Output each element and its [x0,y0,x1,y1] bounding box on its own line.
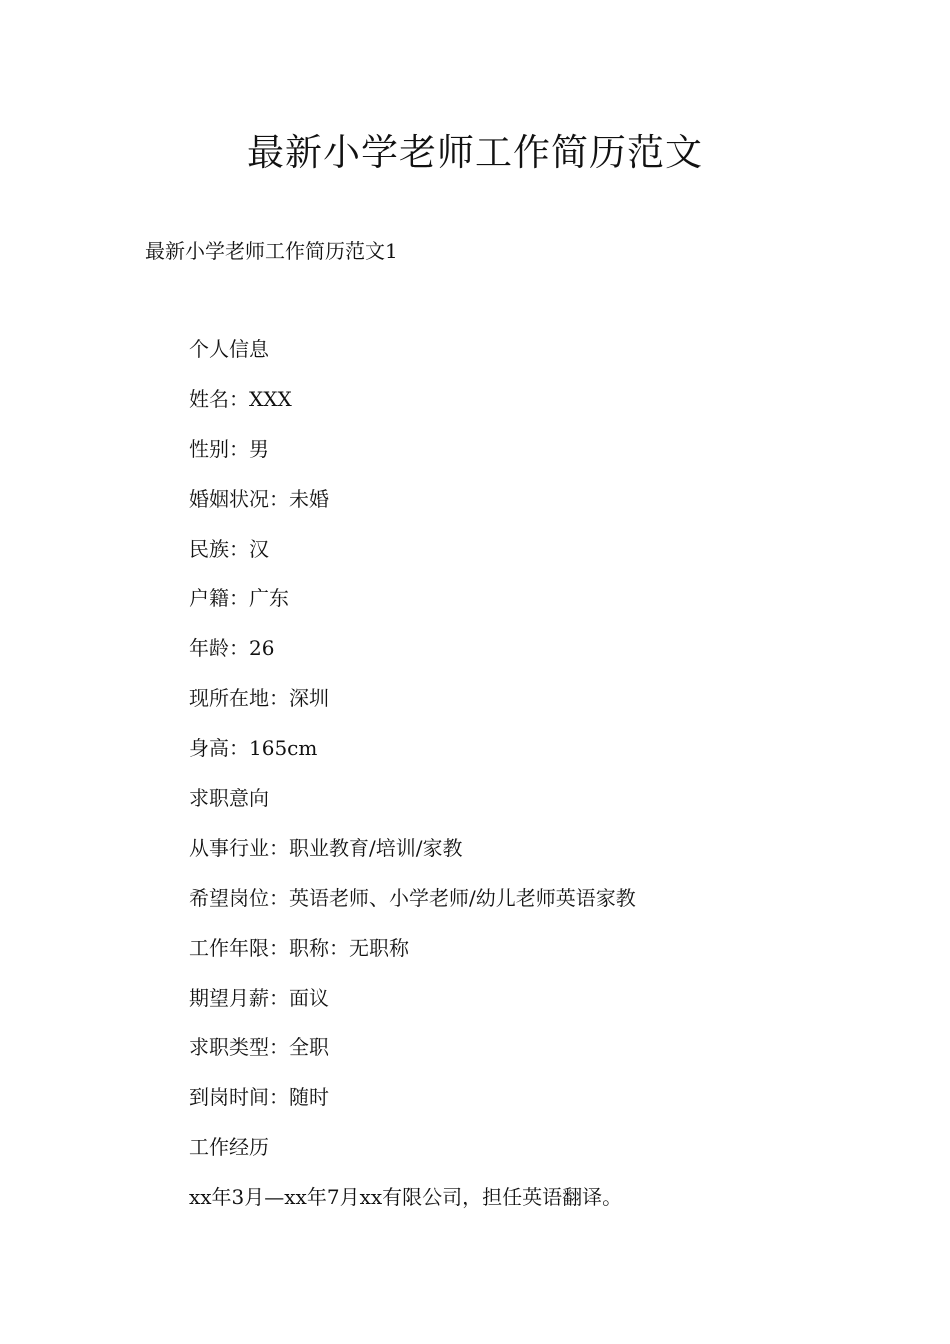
field-age: 年龄：26 [189,636,275,661]
field-current-location: 现所在地：深圳 [189,686,329,711]
section-heading-personal-info: 个人信息 [189,337,269,361]
document-subtitle: 最新小学老师工作简历范文1 [145,239,398,263]
field-desired-position: 希望岗位：英语老师、小学老师/幼儿老师英语家教 [189,885,636,910]
resume-body [189,334,636,1232]
work-experience-entry: xx年3月—xx年7月xx有限公司，担任英语翻译。 [189,1185,623,1210]
field-ethnicity: 民族：汉 [189,536,269,561]
field-height: 身高：165cm [189,736,318,761]
field-work-years-title: 工作年限：职称：无职称 [189,935,409,960]
field-expected-salary: 期望月薪：面议 [189,985,329,1010]
field-name: 姓名：XXX [189,386,292,411]
field-marital-status: 婚姻状况：未婚 [189,486,329,511]
document-title: 最新小学老师工作简历范文 [247,131,703,174]
field-job-type: 求职类型：全职 [189,1035,329,1060]
field-availability: 到岗时间：随时 [189,1085,329,1110]
field-gender: 性别：男 [189,436,269,461]
section-heading-work-experience: 工作经历 [189,1135,269,1160]
field-household-registration: 户籍：广东 [189,586,289,611]
field-industry: 从事行业：职业教育/培训/家教 [189,835,463,860]
section-heading-job-intention: 求职意向 [189,786,269,811]
